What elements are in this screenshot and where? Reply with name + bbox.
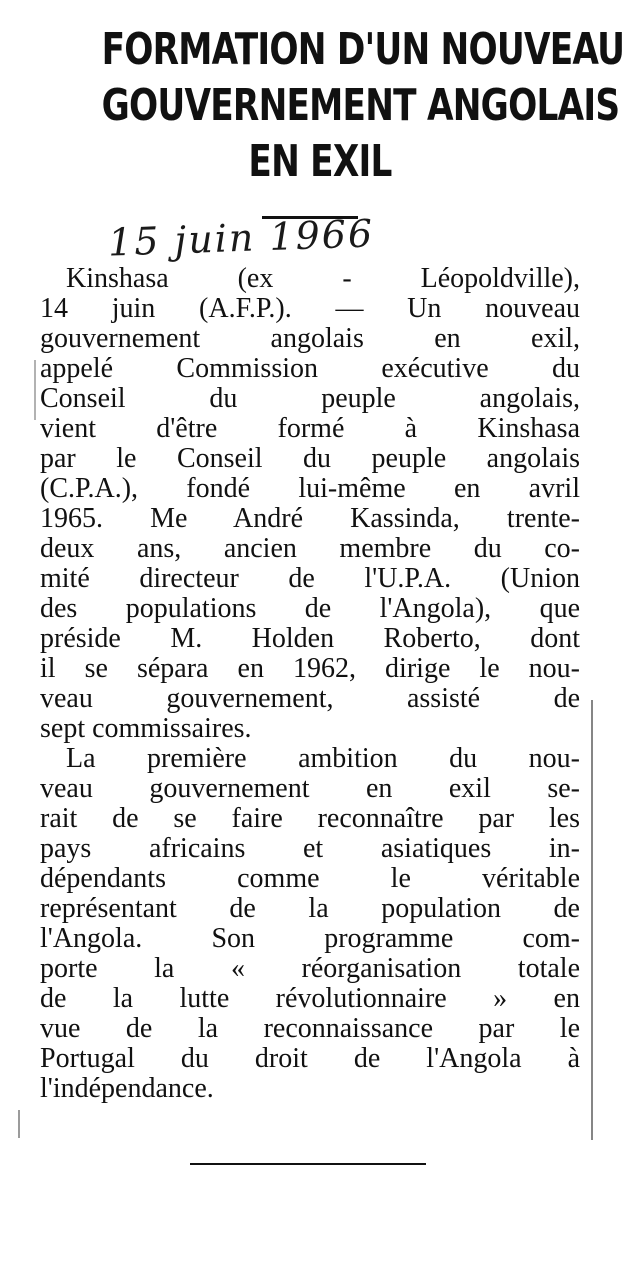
article-line: vient d'être formé à Kinshasa [40,413,580,444]
article-line: (C.P.A.), fondé lui-même en avril [40,473,580,504]
article-line: porte la « réorganisation totale [40,953,580,984]
article-line: veau gouvernement, assisté de [40,683,580,714]
scan-edge-mark [18,1110,20,1138]
article-line: dépendants comme le véritable [40,863,580,894]
article-line: rait de se faire reconnaître par les [40,803,580,834]
handwritten-date: 15 juin 1966 [107,211,375,265]
article-line: de la lutte révolutionnaire » en [40,983,580,1014]
article-line: appelé Commission exécutive du [40,353,580,384]
article-line: Conseil du peuple angolais, [40,383,580,414]
article-line: gouvernement angolais en exil, [40,323,580,354]
article-line: deux ans, ancien membre du co- [40,533,580,564]
article-line: 14 juin (A.F.P.). — Un nouveau [40,293,580,324]
article-line: mité directeur de l'U.P.A. (Union [40,563,580,594]
article-line: veau gouvernement en exil se- [40,773,580,804]
article-line: La première ambition du nou- [66,743,580,774]
article-line: pays africains et asiatiques in- [40,833,580,864]
article-line: il se sépara en 1962, dirige le nou- [40,653,580,684]
article-line: l'Angola. Son programme com- [40,923,580,954]
headline-line-3: EN EXIL [248,136,392,187]
article-line: représentant de la population de [40,893,580,924]
article-line: Kinshasa (ex - Léopoldville), [66,263,580,294]
article-line: sept commissaires. [40,713,252,744]
article-line: vue de la reconnaissance par le [40,1013,580,1044]
article-line: l'indépendance. [40,1073,214,1104]
bottom-divider-rule [190,1163,426,1165]
headline-line-1: FORMATION D'UN NOUVEAU [101,24,624,75]
article-line: préside M. Holden Roberto, dont [40,623,580,654]
article-line: 1965. Me André Kassinda, trente- [40,503,580,534]
scan-edge-mark [34,360,36,420]
headline-line-2: GOUVERNEMENT ANGOLAIS [101,80,620,131]
article-body [40,264,580,1104]
scan-edge-mark [591,700,593,1140]
article-line: par le Conseil du peuple angolais [40,443,580,474]
article-line: des populations de l'Angola), que [40,593,580,624]
article-line: Portugal du droit de l'Angola à [40,1043,580,1074]
